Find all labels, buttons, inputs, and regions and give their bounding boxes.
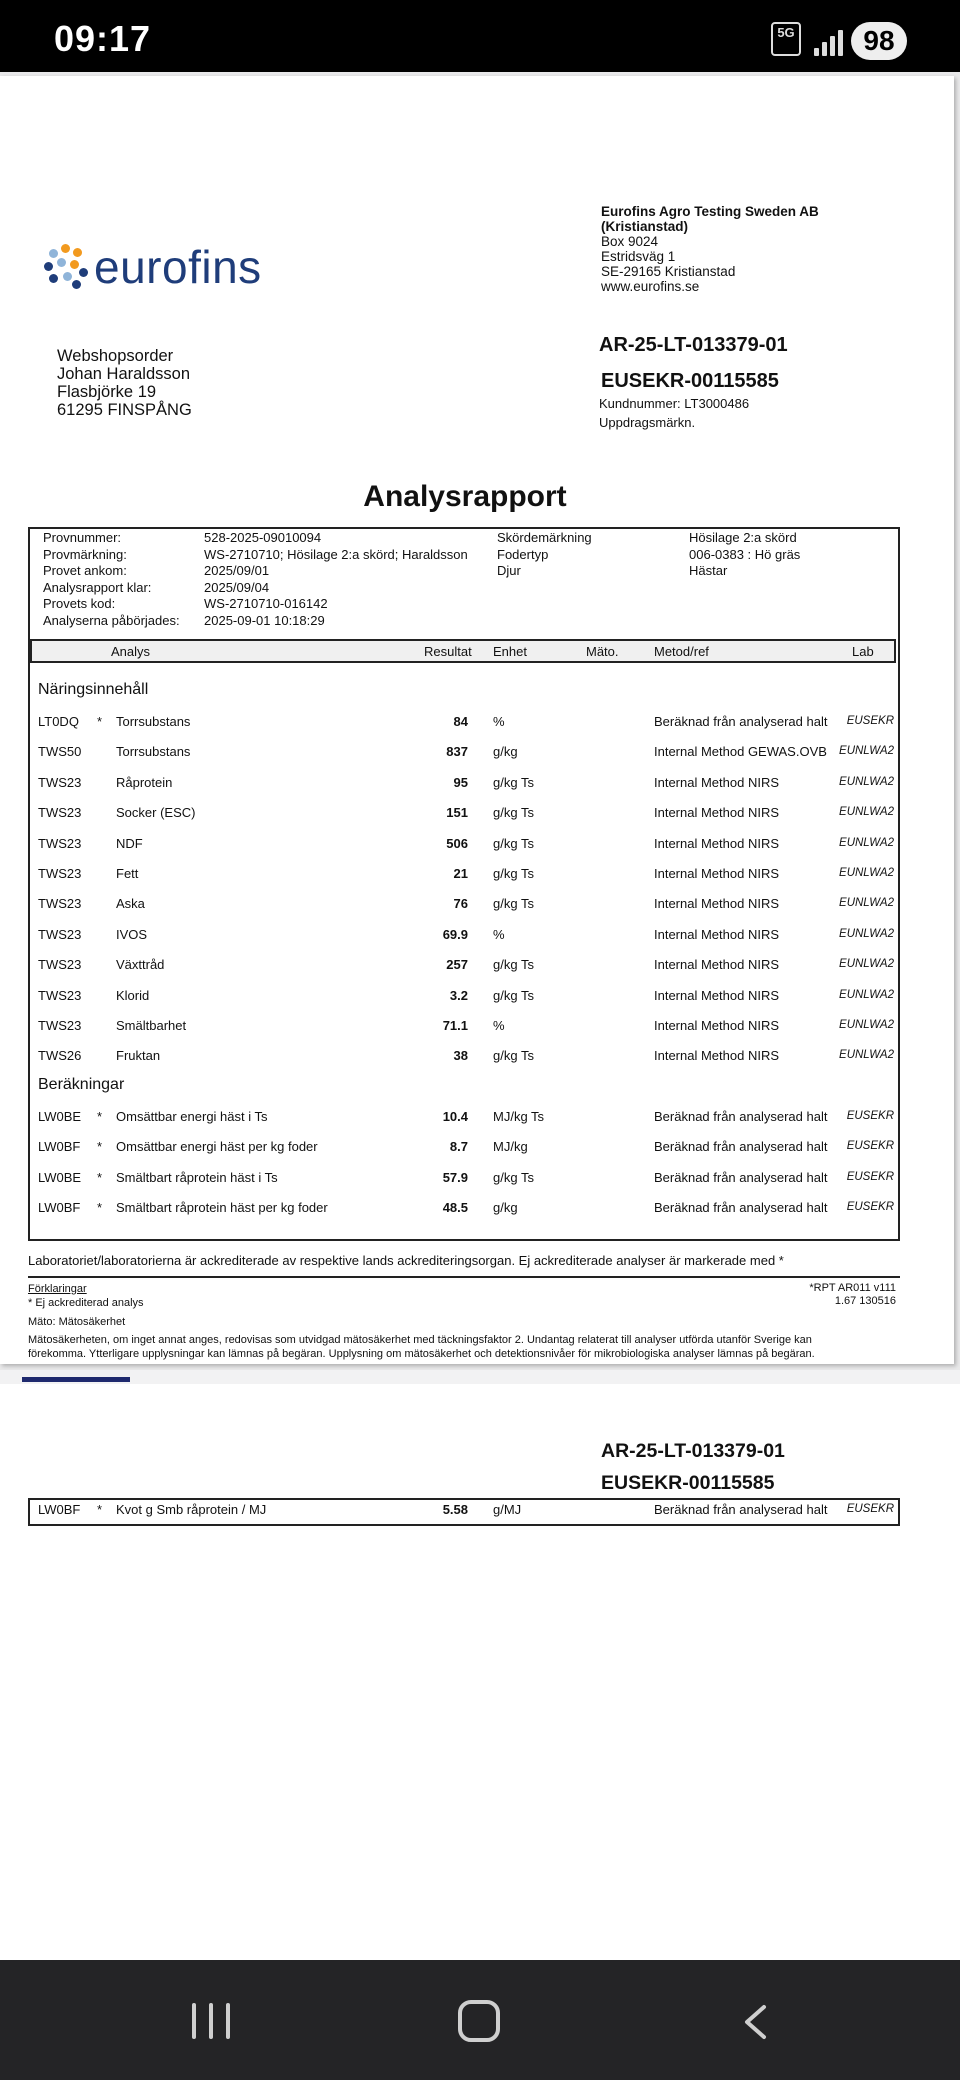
cell-name: Omsättbar energi häst i Ts: [116, 1109, 268, 1124]
cell-unit: g/kg Ts: [493, 866, 534, 881]
cell-name: Torrsubstans: [116, 744, 191, 760]
table-row: [38, 714, 894, 734]
cell-unit: g/kg: [493, 744, 518, 760]
cell-method: Beräknad från analyserad halt: [654, 1169, 828, 1185]
cell-lab: EUNLWA2: [839, 958, 894, 971]
cell-star: *: [97, 714, 103, 729]
table-row: [38, 775, 894, 795]
cell-code: TWS23: [38, 987, 82, 1003]
info-values-right: Hösilage 2:a skörd 006-0383 : Hö gräs Hästar: [689, 530, 801, 578]
cell-unit: %: [493, 714, 505, 729]
cell-value: 8.7: [449, 1139, 468, 1155]
table-row: [38, 1048, 894, 1068]
company-address: Eurofins Agro Testing Sweden AB (Kristianstad) Box 9024 Estridsväg 1 SE-29165 Kristianstad www.eurofins.se: [601, 204, 819, 294]
eurofins-logo-icon: [44, 244, 88, 290]
table-row: [38, 1139, 894, 1159]
table-row: [38, 866, 894, 886]
cell-value: 76: [453, 896, 468, 912]
report-page-1: [0, 76, 954, 1364]
cell-value: 48.5: [442, 1200, 468, 1216]
cell-code: TWS50: [38, 744, 82, 760]
network-icon: 5G: [771, 22, 801, 56]
cell-code: TWS23: [38, 805, 82, 821]
table-header: Analys Resultat Enhet Mäto. Metod/ref Lab: [30, 639, 896, 663]
cell-code: TWS23: [38, 926, 82, 942]
cell-value: 837: [446, 744, 468, 760]
cell-name: Smältbart råprotein häst per kg foder: [116, 1200, 328, 1216]
cell-method: Internal Method NIRS: [654, 896, 780, 912]
cell-unit: g/kg Ts: [493, 1048, 534, 1064]
cell-name: Socker (ESC): [116, 805, 196, 821]
signal-icon: [812, 26, 842, 56]
cell-value: 151: [446, 805, 468, 821]
cell-lab: EUNLWA2: [839, 745, 894, 758]
cell-value: 10.4: [442, 1109, 468, 1124]
info-values-left: 528-2025-09010094 WS-2710710; Hösilage 2:a skörd; Haraldsson 2025/09/01 2025/09/04 WS-2710710-016142 2025-09-01 10:18:29: [204, 530, 468, 628]
recent-apps-icon[interactable]: [192, 2003, 232, 2039]
page2-order-number: EUSEKR-00115585: [601, 1472, 775, 1494]
cell-lab: EUNLWA2: [839, 806, 894, 819]
cell-method: Internal Method NIRS: [654, 1048, 780, 1064]
table-row: [38, 988, 894, 1008]
cell-lab: EUNLWA2: [839, 1019, 894, 1031]
cell-unit: MJ/kg Ts: [493, 1109, 545, 1124]
cell-unit: g/kg Ts: [493, 896, 534, 912]
cell-unit: %: [493, 1018, 505, 1033]
table-row: [38, 957, 894, 977]
customer-info: Kundnummer: LT3000486 Uppdragsmärkn.: [599, 396, 750, 430]
cell-star: *: [97, 1109, 103, 1124]
table-row: [38, 1200, 894, 1220]
cell-star: *: [97, 1200, 103, 1216]
cell-name: Råprotein: [116, 774, 173, 790]
customer-address: Webshopsorder Johan Haraldsson Flasbjörke 19 61295 FINSPÅNG: [57, 347, 192, 419]
battery-indicator: 98: [851, 22, 907, 60]
table-row: LW0BF * Kvot g Smb råprotein / MJ 5.58 g/MJ Beräknad från analyserad halt EUSEKR: [38, 1502, 894, 1517]
cell-star: *: [97, 1169, 103, 1185]
cell-method: Internal Method GEWAS.OVB: [654, 744, 827, 760]
cell-value: 95: [453, 774, 468, 790]
section-naringsinnehall: Näringsinnehåll: [38, 681, 149, 698]
cell-unit: g/kg: [493, 1200, 518, 1216]
cell-code: TWS23: [38, 866, 82, 881]
cell-name: NDF: [116, 835, 143, 851]
table-row: [38, 836, 894, 856]
cell-value: 69.9: [442, 926, 468, 942]
cell-lab: EUSEKR: [846, 1110, 894, 1122]
order-number: EUSEKR-00115585: [601, 370, 779, 392]
cell-unit: g/kg Ts: [493, 987, 534, 1003]
cell-star: *: [97, 1139, 103, 1155]
section-berakningar: Beräkningar: [38, 1076, 125, 1093]
cell-lab: EUNLWA2: [839, 836, 894, 849]
cell-code: TWS23: [38, 835, 82, 851]
cell-name: Fett: [116, 866, 139, 881]
report-title: Analysrapport: [363, 480, 567, 513]
cell-lab: EUSEKR: [846, 715, 894, 727]
cell-lab: EUNLWA2: [839, 927, 894, 940]
cell-method: Internal Method NIRS: [654, 774, 780, 790]
cell-code: LW0BE: [38, 1109, 82, 1124]
status-bar: [0, 0, 960, 72]
cell-unit: g/kg Ts: [493, 1169, 534, 1185]
cell-code: TWS23: [38, 896, 82, 912]
cell-unit: g/kg Ts: [493, 957, 534, 973]
cell-code: LW0BF: [38, 1139, 81, 1155]
cell-code: LW0BF: [38, 1200, 81, 1216]
table-row: [38, 744, 894, 764]
cell-lab: EUNLWA2: [839, 867, 894, 879]
cell-lab: EUNLWA2: [839, 897, 894, 910]
footer-legend: Förklaringar * Ej ackrediterad analys: [28, 1283, 144, 1309]
cell-value: 21: [453, 866, 468, 881]
table-row: [38, 805, 894, 825]
cell-method: Internal Method NIRS: [654, 926, 780, 942]
cell-method: Beräknad från analyserad halt: [654, 1200, 828, 1216]
cell-method: Internal Method NIRS: [654, 957, 780, 973]
cell-value: 71.1: [442, 1018, 468, 1033]
cell-name: Klorid: [116, 987, 150, 1003]
cell-value: 506: [446, 835, 468, 851]
footer-divider: [28, 1276, 900, 1278]
cell-method: Beräknad från analyserad halt: [654, 1139, 828, 1155]
cell-method: Internal Method NIRS: [654, 805, 780, 821]
cell-name: Omsättbar energi häst per kg foder: [116, 1139, 318, 1155]
cell-name: Aska: [116, 896, 145, 912]
cell-name: IVOS: [116, 926, 148, 942]
uncertainty-note: Mätosäkerheten, om inget annat anges, redovisas som utvidgad mätosäkerhet med täckningsfaktor 2. Undantag relaterat till analyser utförda utanför Sverige kan förekomma. Ytterligare upplysningar kan lämnas på begäran. Upplysning om mätosäkerhet och detektionsnivåer för mikrobiologiska analyser lämnas på begäran.: [28, 1334, 815, 1360]
page2-report-number: AR-25-LT-013379-01: [601, 1440, 785, 1462]
table-row: [38, 1170, 894, 1190]
cell-lab: EUNLWA2: [839, 988, 894, 1001]
clock: 09:17: [54, 18, 152, 59]
eurofins-logo-text: eurofins: [94, 241, 262, 293]
cell-method: Beräknad från analyserad halt: [654, 1109, 828, 1124]
cell-lab: EUSEKR: [846, 1140, 894, 1153]
cell-unit: g/kg Ts: [493, 805, 534, 821]
back-icon[interactable]: [742, 2004, 768, 2040]
cell-unit: %: [493, 926, 505, 942]
table-row: [38, 1018, 894, 1038]
report-number: AR-25-LT-013379-01: [599, 334, 788, 356]
table-row: [38, 1109, 894, 1129]
cell-value: 57.9: [442, 1169, 468, 1185]
cell-name: Smältbart råprotein häst i Ts: [116, 1169, 278, 1185]
cell-value: 257: [446, 957, 468, 973]
cell-code: TWS23: [38, 957, 82, 973]
page-separator: [0, 1370, 960, 1384]
cell-lab: EUNLWA2: [839, 775, 894, 788]
cell-method: Beräknad från analyserad halt: [654, 714, 828, 729]
cell-lab: EUNLWA2: [839, 1049, 894, 1062]
cell-lab: EUSEKR: [846, 1201, 894, 1214]
cell-name: Fruktan: [116, 1048, 161, 1064]
accreditation-note: Laboratoriet/laboratorierna är ackrediterade av respektive lands ackrediteringsorgan. Ej ackrediterade analyser är markerade med *: [28, 1253, 784, 1268]
cell-unit: g/kg Ts: [493, 774, 534, 790]
mato-note: Mäto: Mätosäkerhet: [28, 1316, 126, 1328]
cell-code: TWS23: [38, 1018, 82, 1033]
cell-name: Smältbarhet: [116, 1018, 187, 1033]
cell-code: LT0DQ: [38, 714, 79, 729]
table-row: [38, 927, 894, 947]
table-row: [38, 896, 894, 916]
cell-method: Internal Method NIRS: [654, 835, 780, 851]
report-page-2: [0, 1384, 960, 1960]
rpt-version: *RPT AR011 v111 1.67 130516: [809, 1282, 896, 1307]
cell-value: 84: [453, 714, 468, 729]
info-labels-left: Provnummer: Provmärkning: Provet ankom: Analysrapport klar: Provets kod: Analyserna påbörjades:: [43, 530, 180, 628]
cell-code: LW0BE: [38, 1169, 82, 1185]
cell-code: TWS23: [38, 774, 82, 790]
home-icon[interactable]: [458, 2000, 500, 2042]
cell-method: Internal Method NIRS: [654, 866, 780, 881]
cell-value: 3.2: [449, 987, 468, 1003]
cell-value: 38: [453, 1048, 468, 1064]
cell-unit: MJ/kg: [493, 1139, 528, 1155]
cell-code: TWS26: [38, 1048, 82, 1064]
cell-method: Internal Method NIRS: [654, 1018, 780, 1033]
cell-unit: g/kg Ts: [493, 835, 534, 851]
cell-method: Internal Method NIRS: [654, 987, 780, 1003]
cell-lab: EUSEKR: [846, 1170, 894, 1183]
info-labels-right: Skördemärkning Fodertyp Djur: [497, 530, 592, 578]
cell-name: Växttråd: [116, 957, 165, 973]
cell-name: Torrsubstans: [116, 714, 191, 729]
